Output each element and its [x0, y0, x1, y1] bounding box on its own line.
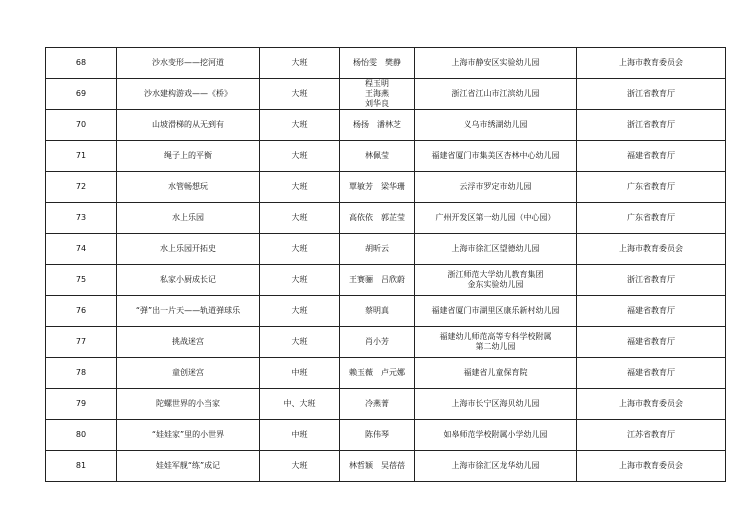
kindergarten: 浙江省江山市江滨幼儿园 [415, 79, 577, 110]
activity-title: 水上乐园开拓史 [117, 234, 260, 265]
recommending-department: 浙江省教育厅 [577, 79, 726, 110]
table-row [46, 358, 726, 389]
activity-title: “弹”出一片天——轨道弹球乐 [117, 296, 260, 327]
table-row [46, 389, 726, 420]
authors: 覃敏芳 梁华珊 [340, 172, 415, 203]
authors: 林哲颖 吴蓓蓓 [340, 451, 415, 482]
activity-title: 沙水建构游戏——《桥》 [117, 79, 260, 110]
kindergarten: 广州开发区第一幼儿园（中心园） [415, 203, 577, 234]
activity-title: 山坡滑梯的从无到有 [117, 110, 260, 141]
kindergarten: 上海市静安区实验幼儿园 [415, 48, 577, 79]
class-level: 大班 [260, 110, 340, 141]
row-number: 71 [46, 141, 117, 172]
row-number: 77 [46, 327, 117, 358]
class-level: 大班 [260, 141, 340, 172]
table-row [46, 265, 726, 296]
row-number: 79 [46, 389, 117, 420]
class-level: 中班 [260, 420, 340, 451]
activity-title: 挑战迷宫 [117, 327, 260, 358]
recommending-department: 福建省教育厅 [577, 141, 726, 172]
recommending-department: 福建省教育厅 [577, 296, 726, 327]
class-level: 中、大班 [260, 389, 340, 420]
authors: 杨扬 潘林芝 [340, 110, 415, 141]
row-number: 73 [46, 203, 117, 234]
class-level: 大班 [260, 48, 340, 79]
table-row [46, 420, 726, 451]
kindergarten: 福建省厦门市湖里区康乐新村幼儿园 [415, 296, 577, 327]
authors: 肖小芳 [340, 327, 415, 358]
kindergarten: 福建幼儿师范高等专科学校附属 第二幼儿园 [415, 327, 577, 358]
activity-title: 娃娃军舰“练”成记 [117, 451, 260, 482]
activity-title: 水上乐园 [117, 203, 260, 234]
recommending-department: 广东省教育厅 [577, 172, 726, 203]
recommending-department: 福建省教育厅 [577, 327, 726, 358]
authors: 杨怡雯 樊静 [340, 48, 415, 79]
recommending-department: 上海市教育委员会 [577, 389, 726, 420]
class-level: 大班 [260, 265, 340, 296]
table-row [46, 296, 726, 327]
kindergarten: 如皋师范学校附属小学幼儿园 [415, 420, 577, 451]
awards-table-body [46, 48, 726, 482]
row-number: 75 [46, 265, 117, 296]
authors: 高依依 郭芷莹 [340, 203, 415, 234]
table-row [46, 234, 726, 265]
row-number: 70 [46, 110, 117, 141]
authors: 王赛骊 吕欣蔚 [340, 265, 415, 296]
class-level: 大班 [260, 234, 340, 265]
table-row [46, 110, 726, 141]
recommending-department: 江苏省教育厅 [577, 420, 726, 451]
kindergarten: 义乌市绣湖幼儿园 [415, 110, 577, 141]
recommending-department: 浙江省教育厅 [577, 265, 726, 296]
recommending-department: 福建省教育厅 [577, 358, 726, 389]
kindergarten: 上海市徐汇区龙华幼儿园 [415, 451, 577, 482]
authors: 陈伟琴 [340, 420, 415, 451]
table-row [46, 79, 726, 110]
awards-table [45, 47, 726, 482]
class-level: 大班 [260, 327, 340, 358]
table-row [46, 172, 726, 203]
activity-title: 陀螺世界的小当家 [117, 389, 260, 420]
authors: 蔡明真 [340, 296, 415, 327]
authors: 程玉明 王海燕 刘华良 [340, 79, 415, 110]
recommending-department: 广东省教育厅 [577, 203, 726, 234]
row-number: 74 [46, 234, 117, 265]
recommending-department: 上海市教育委员会 [577, 451, 726, 482]
activity-title: 私家小厨成长记 [117, 265, 260, 296]
table-row [46, 141, 726, 172]
class-level: 大班 [260, 296, 340, 327]
kindergarten: 上海市长宁区海贝幼儿园 [415, 389, 577, 420]
row-number: 81 [46, 451, 117, 482]
recommending-department: 上海市教育委员会 [577, 48, 726, 79]
table-row [46, 48, 726, 79]
activity-title: 绳子上的平衡 [117, 141, 260, 172]
class-level: 大班 [260, 203, 340, 234]
recommending-department: 浙江省教育厅 [577, 110, 726, 141]
kindergarten: 上海市徐汇区望德幼儿园 [415, 234, 577, 265]
row-number: 78 [46, 358, 117, 389]
class-level: 大班 [260, 451, 340, 482]
row-number: 69 [46, 79, 117, 110]
row-number: 72 [46, 172, 117, 203]
authors: 冷燕菁 [340, 389, 415, 420]
row-number: 80 [46, 420, 117, 451]
table-row [46, 203, 726, 234]
activity-title: 水管畅想玩 [117, 172, 260, 203]
class-level: 大班 [260, 79, 340, 110]
kindergarten: 福建省厦门市集美区杏林中心幼儿园 [415, 141, 577, 172]
class-level: 中班 [260, 358, 340, 389]
authors: 林佩莹 [340, 141, 415, 172]
authors: 胡昕云 [340, 234, 415, 265]
recommending-department: 上海市教育委员会 [577, 234, 726, 265]
authors: 赖玉薇 卢元娜 [340, 358, 415, 389]
class-level: 大班 [260, 172, 340, 203]
activity-title: 沙水变形——挖河道 [117, 48, 260, 79]
row-number: 68 [46, 48, 117, 79]
kindergarten: 福建省儿童保育院 [415, 358, 577, 389]
table-row [46, 327, 726, 358]
kindergarten: 云浮市罗定市幼儿园 [415, 172, 577, 203]
activity-title: “娃娃家”里的小世界 [117, 420, 260, 451]
kindergarten: 浙江师范大学幼儿教育集团 金东实验幼儿园 [415, 265, 577, 296]
activity-title: 童创迷宫 [117, 358, 260, 389]
row-number: 76 [46, 296, 117, 327]
table-row [46, 451, 726, 482]
